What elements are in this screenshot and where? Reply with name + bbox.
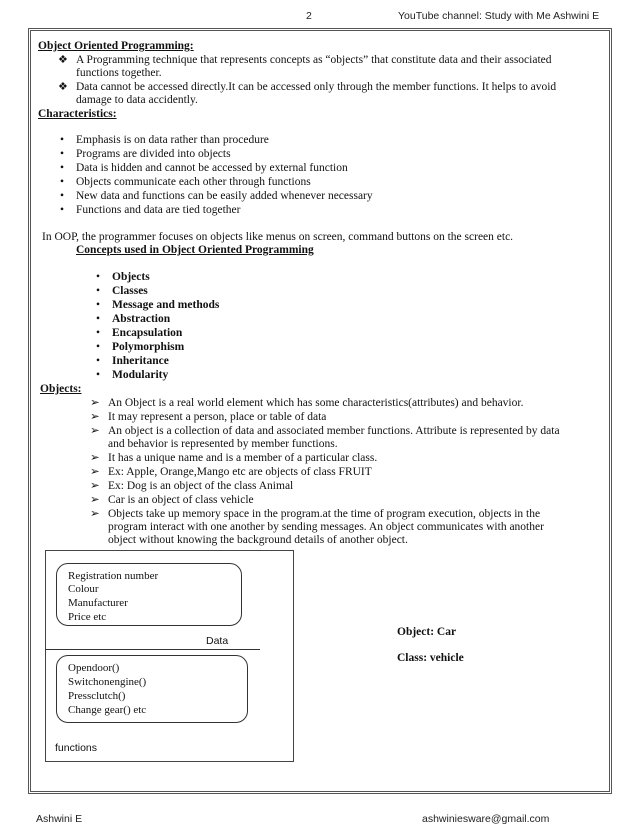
concept-item: Objects <box>112 271 150 283</box>
objects-point-line: An Object is a real world element which has some characteristics(attributes) and behavior. <box>108 397 524 409</box>
bullet-dot-icon: • <box>60 190 65 202</box>
arrow-bullet-icon: ➢ <box>90 425 100 437</box>
footer-author: Ashwini E <box>36 813 83 825</box>
concept-item: Encapsulation <box>112 327 183 339</box>
arrow-bullet-icon: ➢ <box>90 508 100 520</box>
bullet-dot-icon: • <box>60 148 65 160</box>
oop-point-1-line-2: functions together. <box>76 67 162 79</box>
oop-intro-text: In OOP, the programmer focuses on objects like menus on screen, command buttons on the screen etc. <box>42 231 514 243</box>
bullet-dot-icon: • <box>96 369 101 381</box>
bullet-dot-icon: • <box>60 176 65 188</box>
bullet-dot-icon: • <box>96 341 101 353</box>
arrow-bullet-icon: ➢ <box>90 494 100 506</box>
function-item: Opendoor() <box>68 662 120 674</box>
bullet-dot-icon: • <box>96 327 101 339</box>
characteristics-heading: Characteristics: <box>38 108 117 120</box>
arrow-bullet-icon: ➢ <box>90 466 100 478</box>
data-label: Data <box>206 635 229 647</box>
concept-item: Polymorphism <box>112 341 185 353</box>
functions-label: functions <box>55 742 98 754</box>
concept-item: Inheritance <box>112 355 169 367</box>
characteristic-item: Data is hidden and cannot be accessed by external function <box>76 162 348 174</box>
characteristic-item: Emphasis is on data rather than procedure <box>76 134 269 146</box>
objects-point-line: An object is a collection of data and associated member functions. Attribute is represented by data <box>108 425 560 437</box>
arrow-bullet-icon: ➢ <box>90 411 100 423</box>
objects-point-line: program interact with one another by sending messages. An object communicates with another <box>108 521 544 533</box>
function-item: Change gear() etc <box>68 704 147 716</box>
concepts-heading: Concepts used in Object Oriented Programming <box>76 244 314 256</box>
bullet-dot-icon: • <box>60 204 65 216</box>
concept-item: Message and methods <box>112 299 220 311</box>
bullet-dot-icon: • <box>96 299 101 311</box>
function-item: Switchonengine() <box>68 676 147 688</box>
class-label: Class: vehicle <box>397 652 464 664</box>
oop-heading: Object Oriented Programming: <box>38 40 194 52</box>
bullet-dot-icon: • <box>60 162 65 174</box>
objects-point-line: It may represent a person, place or table of data <box>108 411 327 423</box>
objects-point-line: It has a unique name and is a member of a particular class. <box>108 452 378 464</box>
diamond-bullet-icon: ❖ <box>58 54 68 66</box>
bullet-dot-icon: • <box>96 355 101 367</box>
objects-point-line: Ex: Dog is an object of the class Animal <box>108 480 294 492</box>
footer-email: ashwiniesware@gmail.com <box>422 813 550 825</box>
concept-item: Classes <box>112 285 148 297</box>
concept-item: Abstraction <box>112 313 171 325</box>
page-number: 2 <box>306 10 312 22</box>
characteristic-item: Functions and data are tied together <box>76 204 241 216</box>
objects-point-line: and behavior is represented by member functions. <box>108 438 338 450</box>
characteristic-item: New data and functions can be easily added whenever necessary <box>76 190 373 202</box>
objects-heading: Objects: <box>40 383 82 395</box>
arrow-bullet-icon: ➢ <box>90 397 100 409</box>
objects-point-line: Objects take up memory space in the program.at the time of program execution, objects in the <box>108 508 541 520</box>
bullet-dot-icon: • <box>96 271 101 283</box>
bullet-dot-icon: • <box>60 134 65 146</box>
data-item: Manufacturer <box>68 597 128 609</box>
diagram-divider <box>45 649 260 650</box>
diamond-bullet-icon: ❖ <box>58 81 68 93</box>
data-item: Price etc <box>68 611 107 623</box>
arrow-bullet-icon: ➢ <box>90 480 100 492</box>
objects-point-line: Car is an object of class vehicle <box>108 494 254 506</box>
header-channel: YouTube channel: Study with Me Ashwini E <box>398 10 600 22</box>
data-item: Colour <box>68 583 99 595</box>
objects-point-line: Ex: Apple, Orange,Mango etc are objects of class FRUIT <box>108 466 372 478</box>
objects-point-line: object without knowing the background details of another object. <box>108 534 408 546</box>
bullet-dot-icon: • <box>96 285 101 297</box>
object-label: Object: Car <box>397 626 457 638</box>
function-item: Pressclutch() <box>68 690 126 702</box>
characteristic-item: Programs are divided into objects <box>76 148 231 160</box>
characteristic-item: Objects communicate each other through functions <box>76 176 311 188</box>
arrow-bullet-icon: ➢ <box>90 452 100 464</box>
bullet-dot-icon: • <box>96 313 101 325</box>
oop-point-2-line-2: damage to data accidently. <box>76 94 198 106</box>
oop-point-1-line-1: A Programming technique that represents concepts as “objects” that constitute data and their associated <box>76 54 552 66</box>
concept-item: Modularity <box>112 369 169 381</box>
data-item: Registration number <box>68 570 159 582</box>
oop-point-2-line-1: Data cannot be accessed directly.It can be accessed only through the member functions. It helps to avoid <box>76 81 557 93</box>
